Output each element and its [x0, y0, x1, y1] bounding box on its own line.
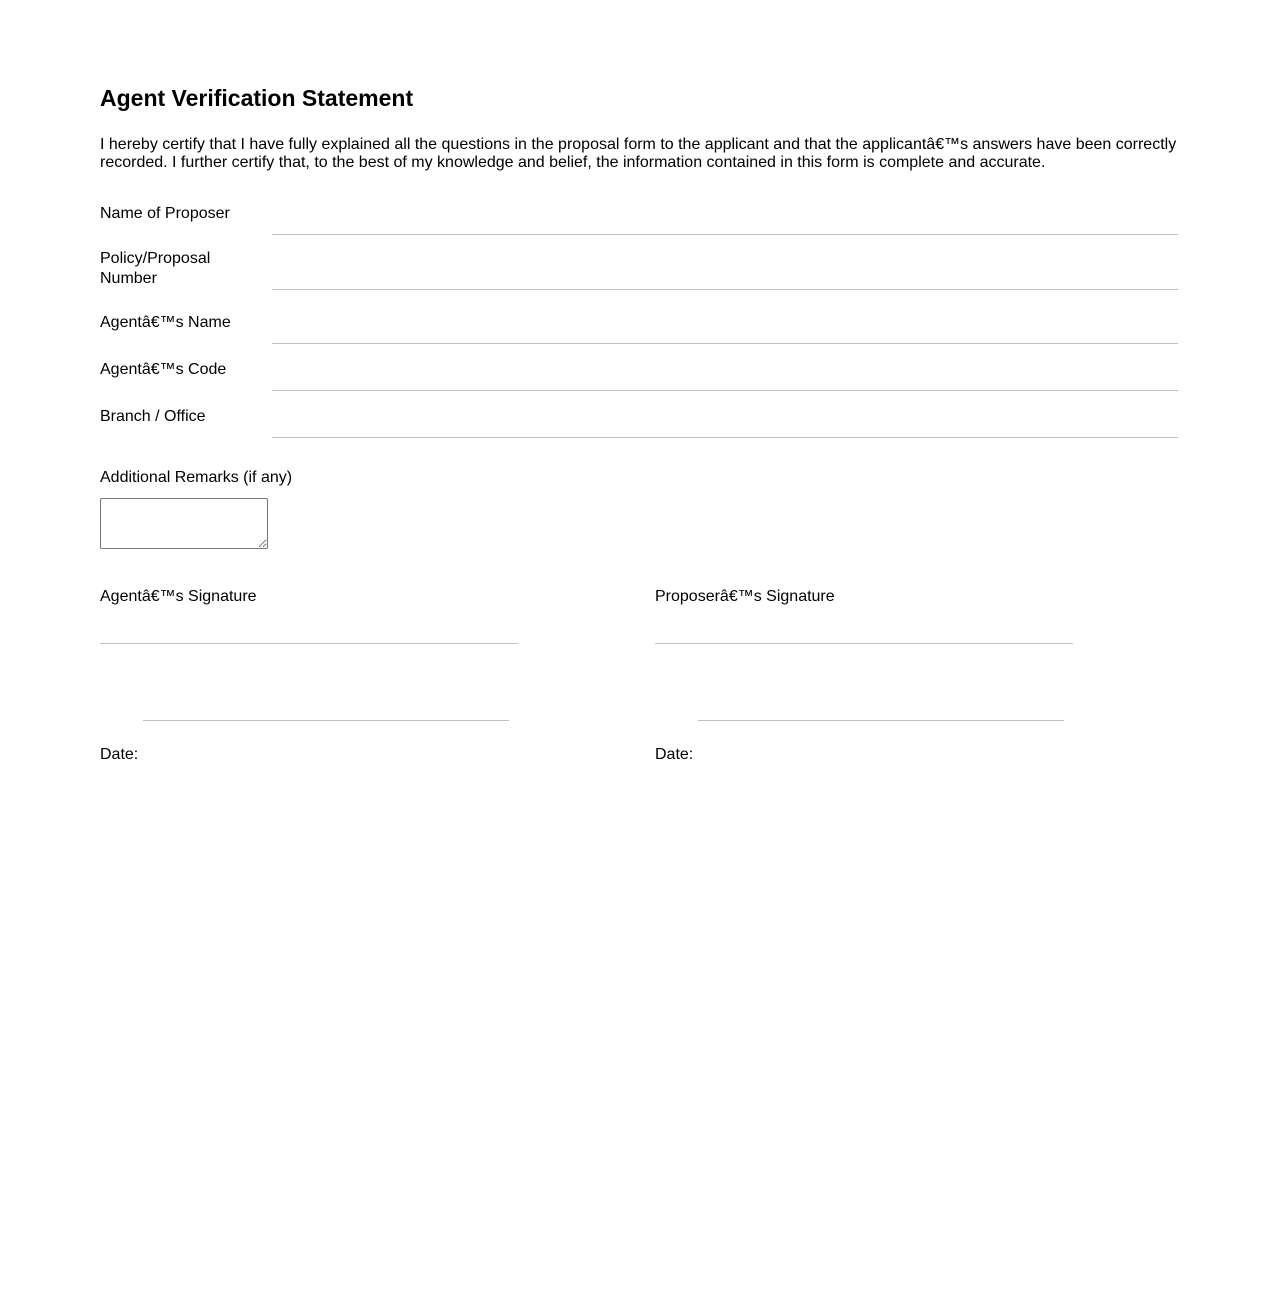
agent-date-label: Date:: [100, 746, 139, 763]
name-of-proposer-input[interactable]: [272, 204, 1178, 235]
page-title: Agent Verification Statement: [100, 85, 414, 111]
proposer-date-label: Date:: [655, 746, 694, 763]
branch-office-label: Branch / Office: [100, 408, 206, 425]
agent-signature-label: Agentâ€™s Signature: [100, 588, 257, 605]
name-of-proposer-label: Name of Proposer: [100, 205, 230, 222]
proposer-signature-line[interactable]: [655, 643, 1073, 644]
proposer-signature-label: Proposerâ€™s Signature: [655, 588, 835, 605]
agent-date-line[interactable]: [143, 720, 509, 721]
agent-signature-line[interactable]: [100, 643, 518, 644]
remarks-label: Additional Remarks (if any): [100, 469, 293, 486]
policy-number-label: Policy/Proposal Number: [100, 250, 211, 287]
agent-name-label: Agentâ€™s Name: [100, 314, 231, 331]
agent-name-input[interactable]: [272, 313, 1178, 344]
proposer-date-line[interactable]: [698, 720, 1064, 721]
agent-code-label: Agentâ€™s Code: [100, 361, 227, 378]
branch-office-input[interactable]: [272, 407, 1178, 438]
policy-number-input[interactable]: [272, 259, 1178, 290]
agent-code-input[interactable]: [272, 360, 1178, 391]
remarks-textarea[interactable]: [100, 498, 268, 549]
certification-statement: I hereby certify that I have fully explained all the questions in the proposal form to the applicant and that the applicantâ€™s answers have been correctly recorded. I further certify that, to the best of my knowledge and belief, the information contained in this form is complete and accurate.: [100, 136, 1177, 171]
